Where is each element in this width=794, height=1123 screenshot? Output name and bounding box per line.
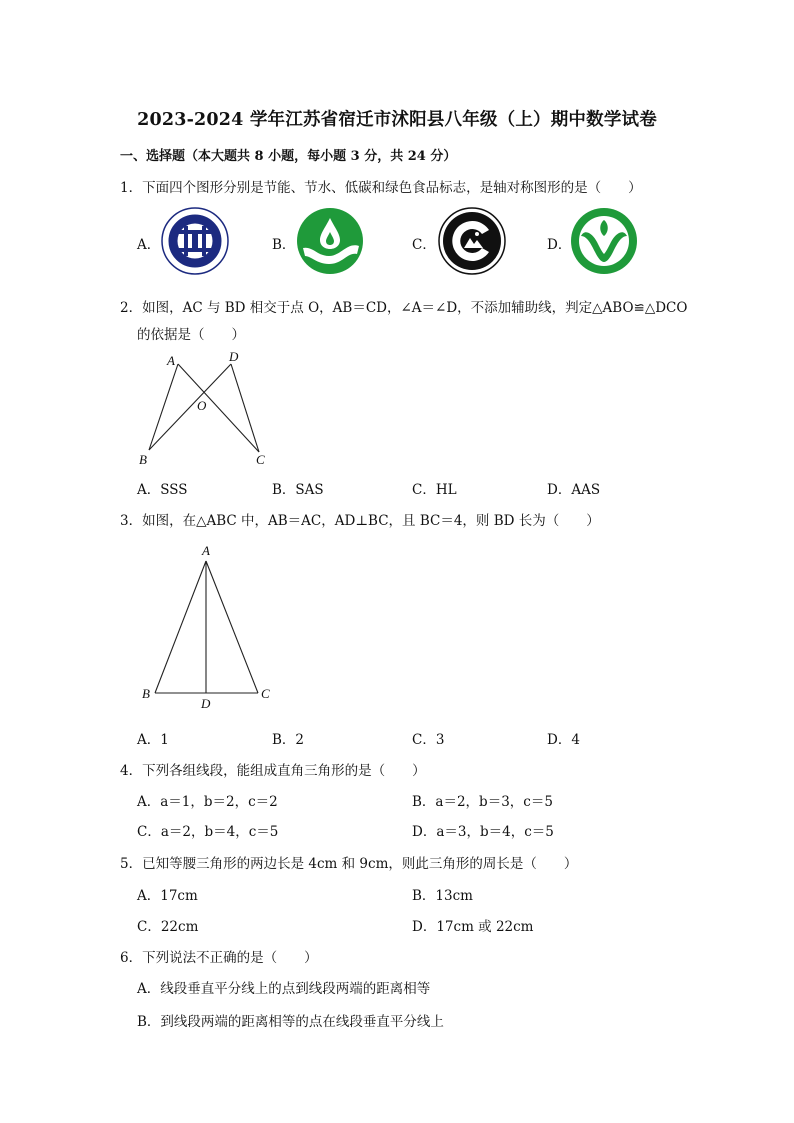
q1-option-b-label: B． — [272, 237, 296, 253]
q4-option-d[interactable]: D．a＝3，b＝4，c＝5 — [412, 824, 554, 840]
q1-option-a-label: A． — [137, 237, 161, 253]
q3-option-c[interactable]: C．3 — [412, 732, 445, 748]
q6-option-b[interactable]: B．到线段两端的距离相等的点在线段垂直平分线上 — [137, 1014, 444, 1030]
q6-option-a[interactable]: A．线段垂直平分线上的点到线段两端的距离相等 — [137, 981, 431, 997]
label-d: D — [201, 696, 211, 711]
segment-ab — [149, 364, 178, 450]
q3-option-a[interactable]: A．1 — [137, 732, 169, 748]
label-a: A — [202, 543, 210, 558]
green-food-logo-icon[interactable] — [569, 206, 639, 276]
question-2-stem-line2: 的依据是（ ） — [137, 327, 245, 343]
q2-option-d[interactable]: D．AAS — [547, 482, 601, 498]
label-a: A — [167, 353, 175, 368]
q5-option-a[interactable]: A．17cm — [137, 888, 198, 904]
q3-figure — [135, 540, 280, 715]
label-c: C — [256, 452, 265, 467]
question-4-stem: 4．下列各组线段，能组成直角三角形的是（ ） — [120, 763, 426, 779]
segment-dc — [231, 364, 259, 452]
q3-option-d[interactable]: D．4 — [547, 732, 580, 748]
label-c: C — [261, 686, 270, 701]
label-o: O — [197, 398, 207, 413]
segment-ac — [206, 561, 258, 693]
question-3-stem: 3．如图，在△ABC 中，AB＝AC，AD⊥BC，且 BC＝4，则 BD 长为（ ） — [120, 513, 600, 529]
q2-figure — [135, 347, 275, 469]
q1-option-d-label: D． — [547, 237, 572, 253]
section-heading: 一、选择题（本大题共 8 小题，每小题 3 分，共 24 分） — [120, 149, 457, 164]
q5-option-c[interactable]: C．22cm — [137, 919, 199, 935]
question-2-stem-line1: 2．如图，AC 与 BD 相交于点 O，AB＝CD，∠A＝∠D，不添加辅助线，判定△ABO≌△DCO — [120, 300, 688, 316]
question-1-stem: 1．下面四个图形分别是节能、节水、低碳和绿色食品标志，是轴对称图形的是（ ） — [120, 180, 642, 196]
q3-option-b[interactable]: B．2 — [272, 732, 305, 748]
label-d: D — [229, 349, 239, 364]
q2-option-c[interactable]: C．HL — [412, 482, 457, 498]
q5-option-b[interactable]: B．13cm — [412, 888, 473, 904]
label-b: B — [142, 686, 150, 701]
question-5-stem: 5．已知等腰三角形的两边长是 4cm 和 9cm，则此三角形的周长是（ ） — [120, 856, 578, 872]
energy-saving-logo-icon[interactable] — [160, 206, 230, 276]
water-saving-logo-icon[interactable] — [295, 206, 365, 276]
question-6-stem: 6．下列说法不正确的是（ ） — [120, 950, 318, 966]
q4-option-a[interactable]: A．a＝1，b＝2，c＝2 — [137, 794, 278, 810]
low-carbon-logo-icon[interactable] — [437, 206, 507, 276]
segment-ab — [155, 561, 206, 693]
question-2-stem — [120, 296, 687, 316]
q2-option-a[interactable]: A．SSS — [137, 482, 188, 498]
q4-option-c[interactable]: C．a＝2，b＝4，c＝5 — [137, 824, 279, 840]
q4-option-b[interactable]: B．a＝2，b＝3，c＝5 — [412, 794, 553, 810]
label-b: B — [139, 452, 147, 467]
q5-option-d[interactable]: D．17cm 或 22cm — [412, 919, 534, 935]
q1-option-c-label: C． — [412, 237, 436, 253]
page-title: 2023-2024 学年江苏省宿迁市沭阳县八年级（上）期中数学试卷 — [137, 110, 657, 130]
q2-option-b[interactable]: B．SAS — [272, 482, 324, 498]
